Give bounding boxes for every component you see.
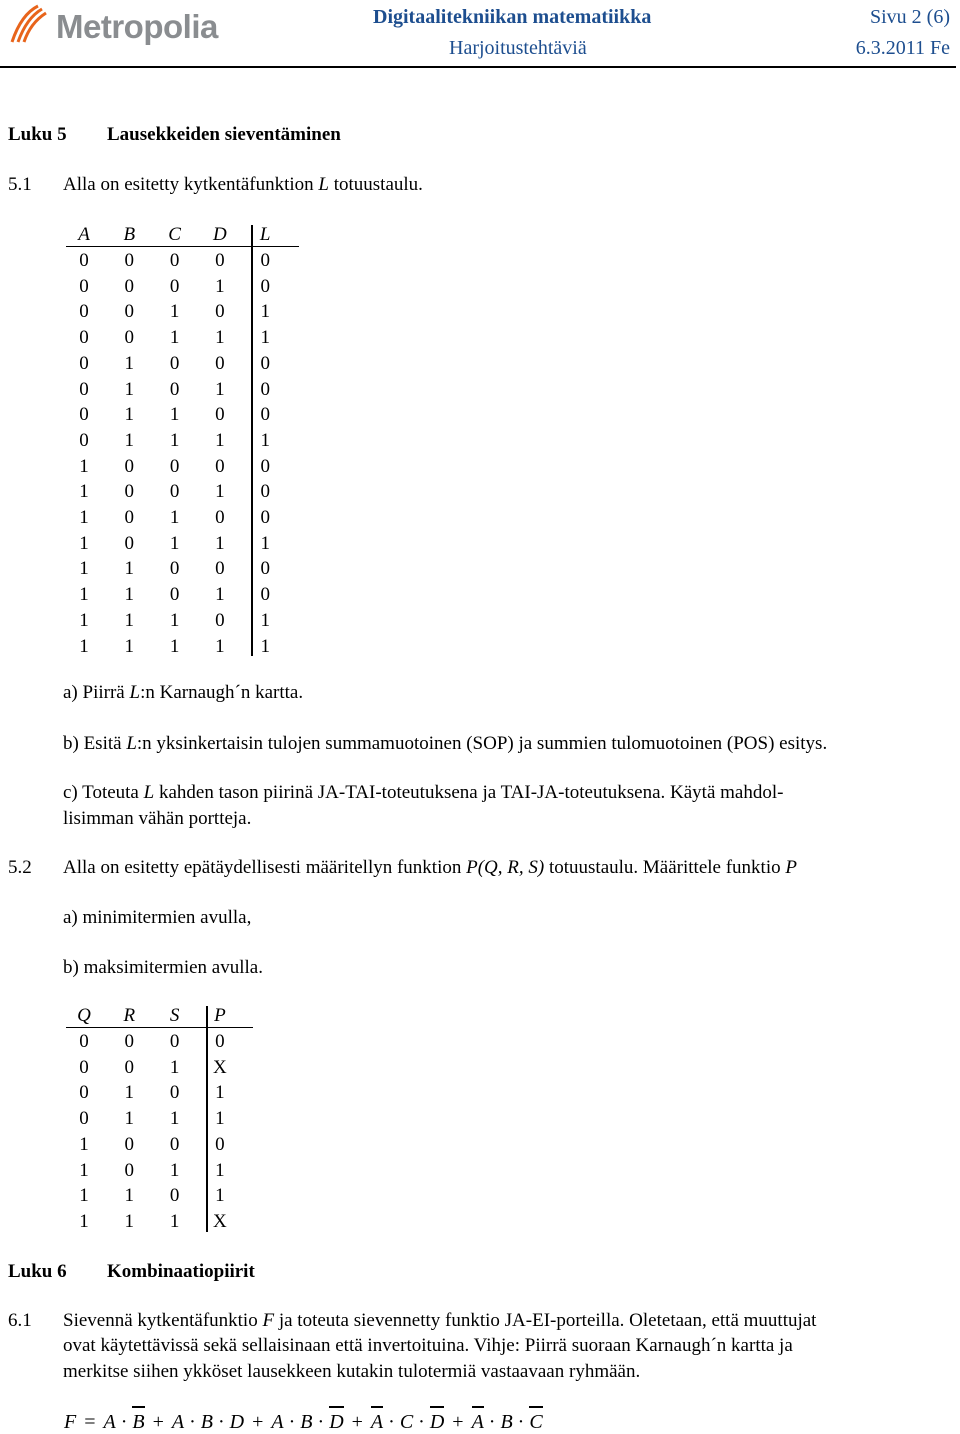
table-cell: 1 <box>215 1082 225 1104</box>
table-cell: 0 <box>79 404 89 426</box>
table-cell: 0 <box>169 1031 180 1052</box>
table-cell: 1 <box>124 609 135 631</box>
table-cell: 0 <box>215 1133 225 1155</box>
formula-dot: · <box>312 1411 330 1433</box>
logo-text: Metropolia <box>56 8 218 45</box>
table-cell: 0 <box>124 1159 135 1181</box>
table-cell: 1 <box>79 1133 89 1155</box>
formula-dot: · <box>512 1411 530 1433</box>
formula-variable: A <box>103 1411 116 1433</box>
table-header-cell: A <box>78 224 90 245</box>
table-cell: 1 <box>215 378 225 400</box>
formula-dot: · <box>115 1411 133 1433</box>
table-cell: 1 <box>169 532 180 554</box>
table-cell: 0 <box>169 1133 180 1155</box>
exercise-part-c-cont: lisimman vähän portteja. <box>63 808 252 829</box>
formula-lhs: F <box>64 1411 77 1433</box>
table-cell: 0 <box>215 1031 225 1052</box>
document-date: 6.3.2011 Fe <box>855 37 950 59</box>
table-cell: 1 <box>169 301 180 323</box>
formula-negated-variable: D <box>329 1411 344 1433</box>
table-cell: 1 <box>79 532 89 554</box>
table-header-cell: D <box>213 224 227 245</box>
table-cell: 0 <box>215 455 225 477</box>
table-cell: 0 <box>260 352 270 374</box>
table-cell: 0 <box>215 250 225 271</box>
chapter-title: Lausekkeiden sieventäminen <box>107 124 341 145</box>
formula-variable: B <box>500 1411 513 1433</box>
table-cell: 0 <box>169 1185 180 1207</box>
table-cell: 1 <box>124 558 135 580</box>
table-cell: 1 <box>260 609 270 631</box>
table-header-cell: L <box>259 224 271 245</box>
chapter-title: Kombinaatiopiirit <box>107 1261 255 1282</box>
table-cell: 0 <box>169 455 180 477</box>
formula-plus: + <box>247 1411 269 1433</box>
formula-variable: B <box>300 1411 313 1433</box>
table-cell: 1 <box>215 481 225 503</box>
table-cell: 1 <box>79 507 89 528</box>
table-cell: 0 <box>215 507 225 528</box>
table-cell: 0 <box>169 275 180 297</box>
table-cell: 0 <box>124 507 135 528</box>
table-header-cell: S <box>169 1005 180 1026</box>
table-cell: 0 <box>260 275 270 297</box>
table-cell: 1 <box>169 507 180 528</box>
table-cell: 0 <box>215 404 225 426</box>
table-cell: 0 <box>169 250 180 271</box>
table-cell: 1 <box>124 1185 135 1207</box>
table-cell: 1 <box>260 301 270 323</box>
chapter-number: Luku 5 <box>8 124 67 145</box>
table-cell: 0 <box>79 250 89 271</box>
table-cell: 1 <box>79 558 89 580</box>
table-cell: 1 <box>124 584 135 606</box>
table-header-cell: B <box>123 224 136 245</box>
exercise-number: 5.2 <box>8 857 32 878</box>
table-cell: 1 <box>79 1210 89 1232</box>
table-output-divider <box>206 1006 208 1232</box>
table-cell: 0 <box>215 558 225 580</box>
table-cell: 1 <box>169 635 180 657</box>
table-cell: X <box>213 1210 227 1232</box>
formula-negated-variable: A <box>370 1411 384 1433</box>
table-cell: 0 <box>260 250 270 271</box>
table-cell: 1 <box>79 455 89 477</box>
table-cell: 1 <box>169 609 180 631</box>
formula-negated-variable: A <box>471 1411 484 1433</box>
table-cell: 0 <box>124 455 135 477</box>
table-cell: 1 <box>124 1210 135 1232</box>
exercise-part-b: b) Esitä L:n yksinkertaisin tulojen summamuotoinen (SOP) ja summien tulomuotoinen (POS) esitys. <box>63 733 828 754</box>
formula-dot: · <box>483 1411 501 1433</box>
formula-variable: A <box>171 1411 185 1433</box>
formula-negated-variable: B <box>132 1411 145 1433</box>
table-header-cell: Q <box>77 1005 91 1026</box>
table-cell: 0 <box>124 327 135 349</box>
table-cell: 1 <box>260 327 270 349</box>
formula-negated-variable: D <box>429 1411 445 1433</box>
formula-dot: · <box>184 1411 201 1433</box>
exercise-part-a: a) Piirrä L:n Karnaugh´n kartta. <box>63 682 304 703</box>
table-cell: 0 <box>79 327 89 349</box>
table-cell: 0 <box>260 507 270 528</box>
exercise-number: 6.1 <box>8 1310 32 1331</box>
table-cell: 0 <box>215 352 225 374</box>
table-cell: 0 <box>169 1082 180 1104</box>
exercise-part-c: c) Toteuta L kahden tason piirinä JA-TAI-toteutuksena ja TAI-JA-toteutuksena. Käytä mahdol- <box>63 782 784 803</box>
table-cell: 1 <box>124 352 135 374</box>
table-header-rule <box>66 1027 253 1028</box>
table-cell: 1 <box>215 429 225 451</box>
table-header-cell: R <box>123 1005 136 1026</box>
table-cell: 0 <box>260 481 270 503</box>
chapter-number: Luku 6 <box>8 1261 67 1282</box>
table-cell: 1 <box>260 532 270 554</box>
table-cell: 0 <box>124 301 135 323</box>
table-cell: 1 <box>215 1185 225 1207</box>
table-cell: 1 <box>79 584 89 606</box>
exercise-part-a: a) minimitermien avulla, <box>63 907 252 928</box>
table-cell: 1 <box>169 1159 180 1181</box>
formula-dot: · <box>413 1411 430 1433</box>
formula-plus: + <box>147 1411 169 1433</box>
table-cell: 0 <box>79 378 89 400</box>
table-cell: 1 <box>215 327 225 349</box>
table-cell: 1 <box>169 404 180 426</box>
table-output-divider <box>251 225 253 656</box>
table-cell: 0 <box>124 532 135 554</box>
table-cell: 1 <box>79 635 89 657</box>
table-cell: 1 <box>215 275 225 297</box>
table-cell: 1 <box>260 429 270 451</box>
table-cell: 0 <box>260 584 270 606</box>
formula-equals: = <box>79 1411 101 1433</box>
table-cell: 0 <box>260 455 270 477</box>
table-cell: 0 <box>215 609 225 631</box>
table-cell: 0 <box>124 1056 135 1078</box>
table-cell: 0 <box>124 1133 135 1155</box>
table-cell: 0 <box>79 1108 89 1130</box>
table-cell: 1 <box>215 532 225 554</box>
table-cell: 0 <box>169 481 180 503</box>
table-header-rule <box>66 246 299 247</box>
formula-dot: · <box>283 1411 301 1433</box>
table-cell: 1 <box>124 1108 135 1130</box>
course-title: Digitaalitekniikan matematiikka <box>373 6 652 28</box>
table-cell: 0 <box>79 1082 89 1104</box>
table-cell: 0 <box>124 1031 135 1052</box>
exercise-number: 5.1 <box>8 174 32 195</box>
exercise-text-line2: ovat käytettävissä sekä sellaisinaan että invertoituina. Vihje: Piirrä suoraan Karnaugh´n kartta ja <box>63 1335 793 1356</box>
table-cell: 0 <box>79 275 89 297</box>
document-subtitle: Harjoitustehtäviä <box>449 37 587 59</box>
table-cell: 0 <box>124 250 135 271</box>
table-cell: 0 <box>169 378 180 400</box>
formula-variable: D <box>229 1411 245 1433</box>
formula-variable: A <box>271 1411 284 1433</box>
page-number: Sivu 2 (6) <box>870 6 950 28</box>
table-cell: 1 <box>260 635 270 657</box>
table-header-cell: C <box>168 224 181 245</box>
formula-dot: · <box>213 1411 230 1433</box>
metropolia-logo <box>8 2 248 48</box>
table-cell: 0 <box>124 275 135 297</box>
table-cell: 1 <box>124 1082 135 1104</box>
table-header-cell: P <box>214 1005 226 1026</box>
table-cell: 1 <box>215 1108 225 1130</box>
table-cell: 1 <box>215 635 225 657</box>
exercise-intro: Alla on esitetty kytkentäfunktion L totuustaulu. <box>63 174 423 195</box>
exercise-part-b: b) maksimitermien avulla. <box>63 957 263 978</box>
table-cell: 1 <box>169 1108 180 1130</box>
table-cell: X <box>213 1056 227 1078</box>
table-cell: 1 <box>169 327 180 349</box>
formula-negated-variable: C <box>529 1411 543 1433</box>
table-cell: 0 <box>169 584 180 606</box>
table-cell: 1 <box>169 1210 180 1232</box>
formula-variable: B <box>200 1411 213 1433</box>
formula-variable: C <box>399 1411 414 1433</box>
table-cell: 0 <box>79 1056 89 1078</box>
table-cell: 0 <box>79 352 89 374</box>
table-cell: 0 <box>169 352 180 374</box>
table-cell: 1 <box>124 635 135 657</box>
exercise-intro: Alla on esitetty epätäydellisesti määritellyn funktion P(Q, R, S) totuustaulu. Määrittele funktio P <box>63 857 797 878</box>
table-cell: 0 <box>260 378 270 400</box>
table-cell: 1 <box>124 404 135 426</box>
table-cell: 0 <box>79 429 89 451</box>
table-cell: 0 <box>169 558 180 580</box>
table-cell: 0 <box>124 481 135 503</box>
boolean-formula <box>64 1412 543 1432</box>
table-cell: 1 <box>169 429 180 451</box>
table-cell: 1 <box>79 609 89 631</box>
formula-plus: + <box>447 1411 469 1433</box>
table-cell: 0 <box>260 558 270 580</box>
header-rule <box>0 66 956 68</box>
exercise-text-line3: merkitse siihen ykköset lausekkeen kutakin tulotermiä vastaavaan ryhmään. <box>63 1361 641 1382</box>
formula-dot: · <box>383 1411 400 1433</box>
table-cell: 0 <box>79 1031 89 1052</box>
table-cell: 1 <box>79 1185 89 1207</box>
table-cell: 1 <box>215 584 225 606</box>
table-cell: 1 <box>169 1056 180 1078</box>
table-cell: 0 <box>215 301 225 323</box>
table-cell: 1 <box>124 429 135 451</box>
table-cell: 1 <box>79 481 89 503</box>
logo-swoosh-icon <box>8 2 54 48</box>
formula-plus: + <box>346 1411 368 1433</box>
table-cell: 1 <box>124 378 135 400</box>
table-cell: 0 <box>260 404 270 426</box>
table-cell: 1 <box>79 1159 89 1181</box>
exercise-text-line1: Sievennä kytkentäfunktio F ja toteuta sievennetty funktio JA-EI-porteilla. Oletetaan, että muuttujat <box>63 1310 817 1331</box>
table-cell: 1 <box>215 1159 225 1181</box>
table-cell: 0 <box>79 301 89 323</box>
